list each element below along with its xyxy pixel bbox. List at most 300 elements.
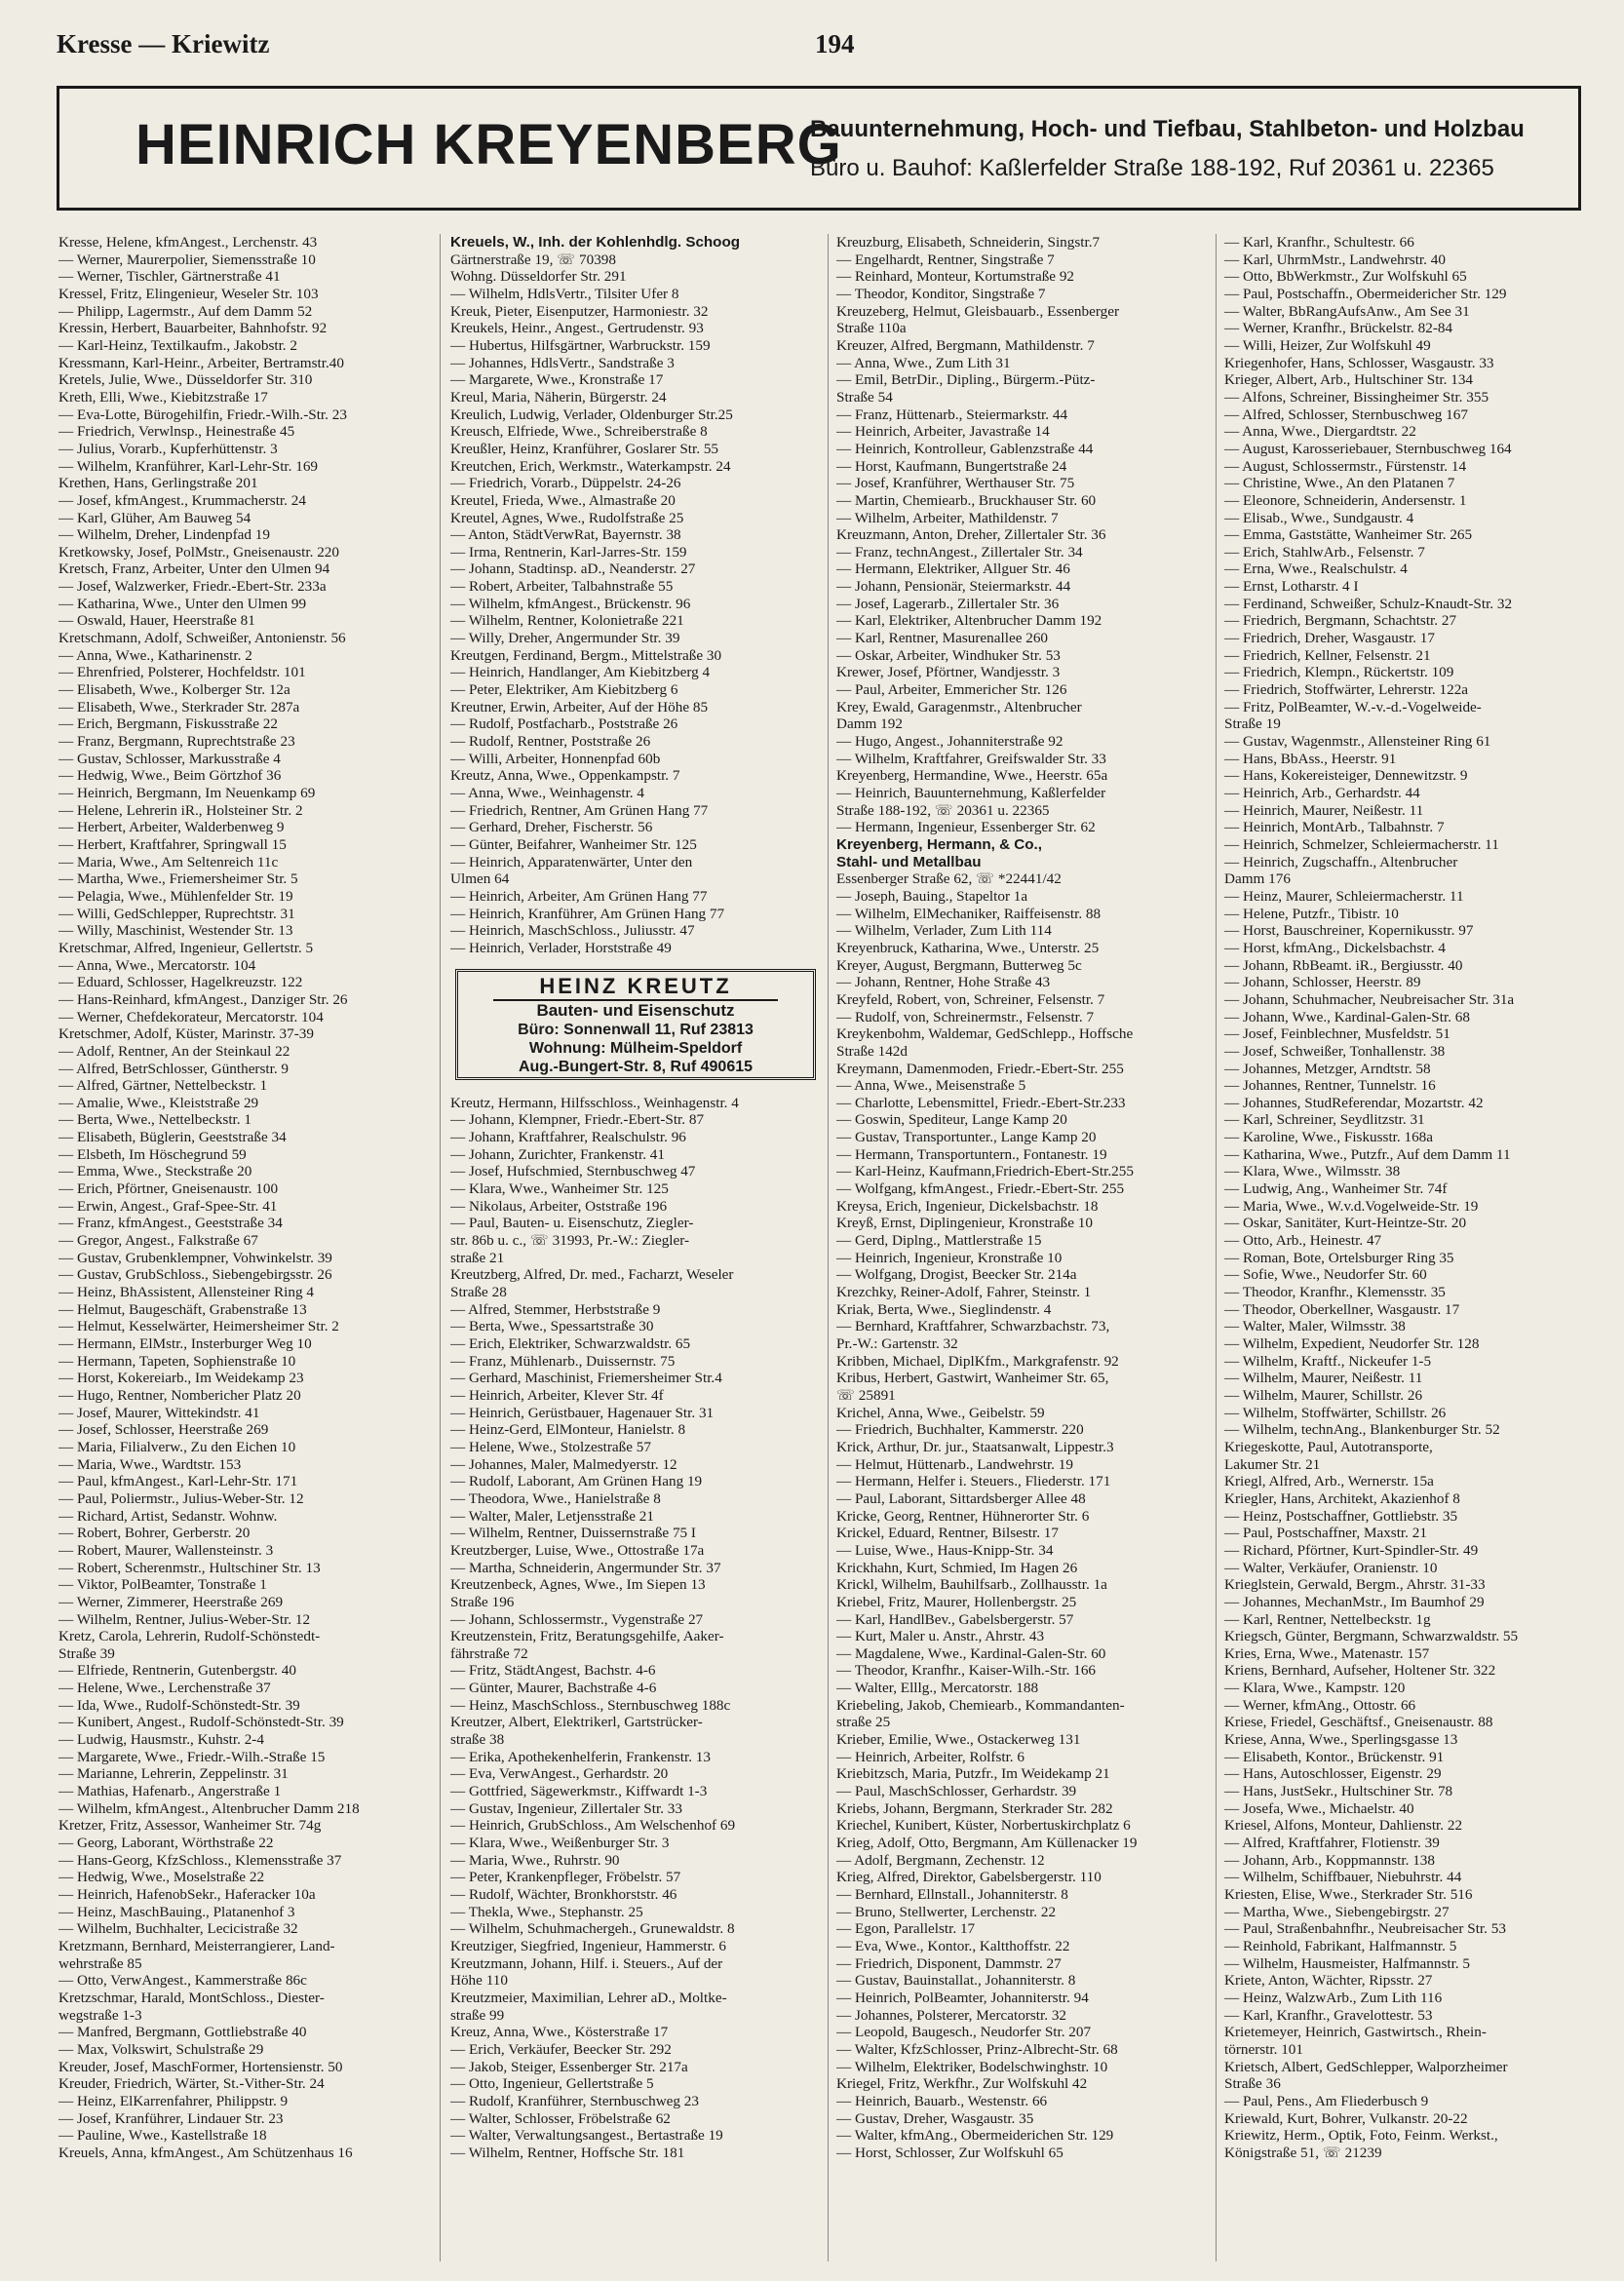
- heinz-kreutz-advertisement: [455, 969, 816, 1080]
- directory-entry: Gärtnerstraße 19, ☏ 70398: [450, 251, 616, 268]
- directory-entry: — Rudolf, Laborant, Am Grünen Hang 19: [450, 1473, 703, 1490]
- directory-entry: Königstraße 51, ☏ 21239: [1224, 2144, 1382, 2161]
- directory-entry: — Wilhelm, ElMechaniker, Raiffeisenstr. 88: [836, 905, 1102, 922]
- directory-entry: — Ida, Wwe., Rudolf-Schönstedt-Str. 39: [58, 1696, 300, 1714]
- column-divider: [828, 234, 829, 2262]
- directory-entry: — Wilhelm, Kraftf., Nickeufer 1-5: [1224, 1352, 1432, 1370]
- advert-residence-address: Aug.-Bungert-Str. 8, Ruf 490615: [518, 1059, 754, 1075]
- directory-entry: — Erich, Verkäufer, Beecker Str. 292: [450, 2040, 672, 2058]
- directory-entry: — Wilhelm, HdlsVertr., Tilsiter Ufer 8: [450, 285, 679, 302]
- directory-entry: — Gerd, Diplng., Mattlerstraße 15: [836, 1232, 1042, 1250]
- directory-entry: — Werner, kfmAng., Ottostr. 66: [1224, 1696, 1416, 1714]
- directory-entry: — Hermann, Tapeten, Sophienstraße 10: [58, 1352, 296, 1370]
- directory-entry: — Hugo, Rentner, Nombericher Platz 20: [58, 1386, 301, 1404]
- directory-entry: — Johann, Rentner, Hohe Straße 43: [836, 974, 1051, 991]
- directory-entry: — Otto, BbWerkmstr., Zur Wolfskuhl 65: [1224, 268, 1467, 286]
- directory-entry: — Heinrich, Ingenieur, Kronstraße 10: [836, 1249, 1063, 1266]
- directory-entry: Kriens, Bernhard, Aufseher, Holtener Str. 322: [1224, 1662, 1496, 1680]
- directory-entry: Kreuzeberg, Helmut, Gleisbauarb., Essenberger: [836, 302, 1120, 320]
- directory-entry: Kriegenhofer, Hans, Schlosser, Wasgaustr. 33: [1224, 354, 1494, 371]
- directory-entry: — Karl-Heinz, Kaufmann,Friedrich-Ebert-Str.255: [836, 1163, 1134, 1180]
- directory-entry: — Karl, Kranfhr., Gravelottestr. 53: [1224, 2006, 1433, 2024]
- directory-entry: — Johann, Schlossermstr., Vygenstraße 27: [450, 1610, 704, 1628]
- directory-entry: — Josef, Schlosser, Heerstraße 269: [58, 1421, 269, 1439]
- directory-entry: — Willy, Maschinist, Westender Str. 13: [58, 922, 293, 940]
- directory-entry: — Otto, VerwAngest., Kammerstraße 86c: [58, 1972, 307, 1990]
- directory-entry: Kreuder, Friedrich, Wärter, St.-Vither-Str. 24: [58, 2075, 325, 2093]
- directory-entry: Kribben, Michael, DiplKfm., Markgrafenstr. 92: [836, 1352, 1119, 1370]
- directory-entry: Kricke, Georg, Rentner, Hühnerorter Str. 6: [836, 1507, 1090, 1525]
- directory-entry: — Gustav, Bauinstallat., Johanniterstr. 8: [836, 1972, 1076, 1990]
- directory-entry: — Eduard, Schlosser, Hagelkreuzstr. 122: [58, 974, 303, 991]
- directory-entry: — Horst, Bauschreiner, Kopernikusstr. 97: [1224, 922, 1474, 940]
- directory-entry: Straße 39: [58, 1644, 115, 1662]
- directory-entry: — Julius, Vorarb., Kupferhüttenstr. 3: [58, 440, 278, 457]
- directory-entry: Ulmen 64: [450, 870, 510, 888]
- directory-entry: — Nikolaus, Arbeiter, Oststraße 196: [450, 1197, 668, 1215]
- directory-entry: — Josef, Feinblechner, Musfeldstr. 51: [1224, 1025, 1450, 1043]
- directory-entry: Krewer, Josef, Pförtner, Wandjesstr. 3: [836, 664, 1061, 681]
- directory-entry: — Josef, kfmAngest., Krummacherstr. 24: [58, 491, 306, 509]
- directory-entry: — Pauline, Wwe., Kastellstraße 18: [58, 2127, 267, 2145]
- directory-entry: Kriegler, Hans, Architekt, Akazienhof 8: [1224, 1489, 1460, 1507]
- directory-entry: — Martin, Chemiearb., Bruckhauser Str. 60: [836, 491, 1097, 509]
- column-divider: [440, 234, 441, 2262]
- directory-entry: — Elisabeth, Büglerin, Geeststraße 34: [58, 1129, 287, 1146]
- directory-entry: — Rudolf, Wächter, Bronkhorststr. 46: [450, 1886, 677, 1903]
- directory-entry: — Josef, Walzwerker, Friedr.-Ebert-Str. 233a: [58, 578, 327, 596]
- directory-entry: — Magdalene, Wwe., Kardinal-Galen-Str. 60: [836, 1644, 1106, 1662]
- advertiser-address: Büro u. Bauhof: Kaßlerfelder Straße 188-192, Ruf 20361 u. 22365: [810, 155, 1494, 181]
- advert-office: Büro: Sonnenwall 11, Ruf 23813: [518, 1022, 754, 1038]
- directory-entry: Kriechel, Kunibert, Küster, Norbertuskirchplatz 6: [836, 1817, 1131, 1835]
- directory-entry: — Heinrich, Arb., Gerhardstr. 44: [1224, 785, 1420, 801]
- directory-entry: — Friedrich, Kellner, Felsenstr. 21: [1224, 646, 1431, 664]
- directory-entry: — Willi, Arbeiter, Honnenpfad 60b: [450, 750, 661, 767]
- directory-entry: — Wilhelm, kfmAngest., Brückenstr. 96: [450, 595, 691, 612]
- directory-entry: — Viktor, PolBeamter, Tonstraße 1: [58, 1576, 267, 1594]
- directory-entry: — Heinrich, Gerüstbauer, Hagenauer Str. 31: [450, 1404, 715, 1421]
- directory-entry: Kreutz, Anna, Wwe., Oppenkampstr. 7: [450, 767, 680, 785]
- directory-entry: Kreutz, Hermann, Hilfsschloss., Weinhagenstr. 4: [450, 1094, 739, 1111]
- directory-entry: — Alfons, Schreiner, Bissingheimer Str. 355: [1224, 388, 1489, 406]
- directory-entry: — Wilhelm, Schiffbauer, Niebuhrstr. 44: [1224, 1869, 1462, 1886]
- directory-entry: — Klara, Wwe., Wilmsstr. 38: [1224, 1163, 1401, 1180]
- directory-entry: Kreul, Maria, Näherin, Bürgerstr. 24: [450, 388, 667, 406]
- directory-entry: — Maria, Wwe., Wardtstr. 153: [58, 1455, 242, 1473]
- directory-entry: — Johann, RbBeamt. iR., Bergiusstr. 40: [1224, 956, 1463, 974]
- directory-entry: — Bernhard, Ellnstall., Johanniterstr. 8: [836, 1886, 1068, 1903]
- directory-entry: Kreutner, Erwin, Arbeiter, Auf der Höhe 85: [450, 698, 709, 715]
- directory-entry: Kreykenbohm, Waldemar, GedSchlepp., Hoffsche: [836, 1025, 1134, 1043]
- directory-entry: — Johann, Schuhmacher, Neubreisacher Str. 31a: [1224, 990, 1515, 1008]
- directory-entry: — Heinz, BhAssistent, Allensteiner Ring 4: [58, 1284, 314, 1301]
- directory-entry: — Paul, MaschSchlosser, Gerhardstr. 39: [836, 1783, 1077, 1800]
- directory-entry: — Walter, BbRangAufsAnw., Am See 31: [1224, 302, 1470, 320]
- directory-entry: — Gottfried, Sägewerkmstr., Kiffwardt 1-3: [450, 1783, 708, 1800]
- directory-entry: — Philipp, Lagermstr., Auf dem Damm 52: [58, 302, 313, 320]
- directory-entry: — Irma, Rentnerin, Karl-Jarres-Str. 159: [450, 543, 687, 561]
- directory-entry: — Johannes, HdlsVertr., Sandstraße 3: [450, 354, 675, 371]
- directory-entry: — Johann, Stadtinsp. aD., Neanderstr. 27: [450, 561, 696, 578]
- directory-entry: fährstraße 72: [450, 1644, 528, 1662]
- directory-entry: — Johann, Zurichter, Frankenstr. 41: [450, 1145, 665, 1163]
- directory-entry: Kriak, Berta, Wwe., Sieglindenstr. 4: [836, 1300, 1052, 1318]
- directory-entry: — Wilhelm, Arbeiter, Mathildenstr. 7: [836, 509, 1059, 526]
- directory-entry: Essenberger Straße 62, ☏ *22441/42: [836, 870, 1062, 888]
- directory-entry: — Richard, Pförtner, Kurt-Spindler-Str. 49: [1224, 1541, 1479, 1559]
- directory-entry: — Rudolf, Postfacharb., Poststraße 26: [450, 715, 678, 733]
- directory-entry: Kretschmer, Adolf, Küster, Marinstr. 37-39: [58, 1025, 314, 1043]
- directory-entry: Kreth, Elli, Wwe., Kiebitzstraße 17: [58, 388, 268, 406]
- directory-entry: — Wilhelm, Kraftfahrer, Greifswalder Str. 33: [836, 750, 1106, 767]
- directory-entry: Kreutel, Agnes, Wwe., Rudolfstraße 25: [450, 509, 684, 526]
- directory-entry: — Alfred, Stemmer, Herbststraße 9: [450, 1300, 661, 1318]
- directory-entry: — Wilhelm, Maurer, Neißestr. 11: [1224, 1370, 1423, 1387]
- directory-entry: — Josef, Schweißer, Tonhallenstr. 38: [1224, 1042, 1446, 1060]
- directory-entry: Höhe 110: [450, 1972, 508, 1990]
- directory-entry: — Eva-Lotte, Bürogehilfin, Friedr.-Wilh.-Str. 23: [58, 406, 347, 423]
- directory-entry: — Robert, Arbeiter, Talbahnstraße 55: [450, 578, 674, 596]
- directory-entry: — Hans-Reinhard, kfmAngest., Danziger Str. 26: [58, 990, 348, 1008]
- directory-entry: Kreyfeld, Robert, von, Schreiner, Felsenstr. 7: [836, 990, 1105, 1008]
- directory-entry: — Heinz, Postschaffner, Gottliebstr. 35: [1224, 1507, 1458, 1525]
- directory-entry: — Kurt, Maler u. Anstr., Ahrstr. 43: [836, 1628, 1045, 1645]
- directory-entry: Kreutzer, Albert, Elektrikerl, Gartstrücker-: [450, 1714, 703, 1731]
- directory-entry: Kreutzenstein, Fritz, Beratungsgehilfe, Aaker-: [450, 1628, 724, 1645]
- directory-entry: — Hans, BbAss., Heerstr. 91: [1224, 750, 1397, 767]
- directory-entry: Straße 54: [836, 388, 893, 406]
- directory-entry: Kriese, Anna, Wwe., Sperlingsgasse 13: [1224, 1731, 1458, 1749]
- directory-entry: — Sofie, Wwe., Neudorfer Str. 60: [1224, 1266, 1427, 1284]
- directory-entry: Krieger, Albert, Arb., Hultschiner Str. 134: [1224, 371, 1474, 389]
- directory-entry: wegstraße 1-3: [58, 2006, 142, 2024]
- directory-entry: — Wilhelm, Stoffwärter, Schillstr. 26: [1224, 1404, 1447, 1421]
- directory-entry: — Werner, Maurerpolier, Siemensstraße 10: [58, 251, 316, 268]
- directory-entry: — Eleonore, Schneiderin, Andersenstr. 1: [1224, 491, 1467, 509]
- directory-entry: — Erich, Bergmann, Fiskusstraße 22: [58, 715, 278, 733]
- directory-entry: — Willy, Dreher, Angermunder Str. 39: [450, 630, 680, 647]
- directory-entry: — Wilhelm, Verlader, Zum Lith 114: [836, 922, 1052, 940]
- directory-entry: — Emma, Gaststätte, Wanheimer Str. 265: [1224, 526, 1473, 544]
- directory-entry: — Alfred, Schlosser, Sternbuschweg 167: [1224, 406, 1468, 423]
- directory-entry: — Wilhelm, technAng., Blankenburger Str. 52: [1224, 1421, 1500, 1439]
- directory-entry: — Hedwig, Wwe., Beim Görtzhof 36: [58, 767, 282, 785]
- directory-entry: — Luise, Wwe., Haus-Knipp-Str. 34: [836, 1541, 1054, 1559]
- directory-entry: Kreyenberg, Hermann, & Co.,: [836, 835, 1042, 853]
- page-number: 194: [815, 29, 855, 58]
- directory-entry: — Heinrich, Arbeiter, Am Grünen Hang 77: [450, 887, 708, 905]
- directory-entry: — Wilhelm, Buchhalter, Lecicistraße 32: [58, 1920, 298, 1938]
- directory-entry: Straße 28: [450, 1284, 507, 1301]
- directory-entry: — Gerhard, Dreher, Fischerstr. 56: [450, 819, 653, 836]
- directory-entry: Kreutziger, Siegfried, Ingenieur, Hammerstr. 6: [450, 1937, 727, 1954]
- directory-entry: — Emma, Wwe., Steckstraße 20: [58, 1163, 252, 1180]
- directory-entry: — Oswald, Hauer, Heerstraße 81: [58, 612, 255, 630]
- directory-entry: — Gustav, GrubSchloss., Siebengebirgsstr. 26: [58, 1266, 332, 1284]
- directory-entry: — Elisabeth, Wwe., Sterkrader Str. 287a: [58, 698, 300, 715]
- directory-entry: Kreyenberg, Hermandine, Wwe., Heerstr. 65a: [836, 767, 1108, 785]
- directory-entry: — Günter, Beifahrer, Wanheimer Str. 125: [450, 835, 697, 853]
- directory-entry: Krey, Ewald, Garagenmstr., Altenbrucher: [836, 698, 1082, 715]
- directory-entry: — Heinz, Maurer, Schleiermacherstr. 11: [1224, 887, 1464, 905]
- directory-entry: — Pelagia, Wwe., Mühlenfelder Str. 19: [58, 887, 293, 905]
- directory-entry: — Gustav, Dreher, Wasgaustr. 35: [836, 2109, 1034, 2127]
- directory-entry: — Max, Volkswirt, Schulstraße 29: [58, 2040, 264, 2058]
- directory-entry: — Theodor, Kranfhr., Klemensstr. 35: [1224, 1284, 1446, 1301]
- directory-entry: — Ernst, Lotharstr. 4 I: [1224, 578, 1359, 596]
- directory-entry: — Wilhelm, Hausmeister, Halfmannstr. 5: [1224, 1954, 1471, 1972]
- top-advertisement: [57, 86, 1581, 211]
- directory-entry: — Werner, Kranfhr., Brückelstr. 82-84: [1224, 320, 1453, 337]
- directory-entry: — Peter, Elektriker, Am Kiebitzberg 6: [450, 681, 678, 699]
- directory-entry: — Thekla, Wwe., Stephanstr. 25: [450, 1903, 643, 1920]
- directory-entry: — Helmut, Hüttenarb., Landwehrstr. 19: [836, 1455, 1073, 1473]
- directory-entry: — Hedwig, Wwe., Moselstraße 22: [58, 1869, 265, 1886]
- advert-title: HEINZ KREUTZ: [493, 974, 778, 1001]
- directory-entry: Kreußler, Heinz, Kranführer, Goslarer Str. 55: [450, 440, 719, 457]
- directory-column-2: [450, 234, 840, 2262]
- directory-entry: — Anna, Wwe., Zum Lith 31: [836, 354, 1011, 371]
- directory-entry: — Friedrich, Klempn., Rückertstr. 109: [1224, 664, 1454, 681]
- directory-entry: — Alfred, Kraftfahrer, Flotienstr. 39: [1224, 1835, 1440, 1852]
- directory-entry: — Wolfgang, kfmAngest., Friedr.-Ebert-Str. 255: [836, 1180, 1125, 1198]
- directory-entry: Straße 110a: [836, 320, 907, 337]
- directory-entry: — Paul, Poliermstr., Julius-Weber-Str. 12: [58, 1489, 304, 1507]
- directory-entry: Kreutzberg, Alfred, Dr. med., Facharzt, Weseler: [450, 1266, 734, 1284]
- directory-entry: — Mathias, Hafenarb., Angerstraße 1: [58, 1783, 282, 1800]
- directory-entry: — Heinrich, Maurer, Neißestr. 11: [1224, 801, 1424, 819]
- directory-entry: — Anna, Wwe., Meisenstraße 5: [836, 1077, 1026, 1095]
- directory-entry: — Egon, Parallelstr. 17: [836, 1920, 976, 1938]
- directory-entry: — Leopold, Baugesch., Neudorfer Str. 207: [836, 2024, 1092, 2041]
- directory-entry: Kreutgen, Ferdinand, Bergm., Mittelstraße 30: [450, 646, 722, 664]
- directory-entry: — Paul, Postschaffn., Obermeidericher Str. 129: [1224, 285, 1507, 302]
- directory-entry: — Oskar, Arbeiter, Windhuker Str. 53: [836, 646, 1061, 664]
- directory-entry: Kreutel, Frieda, Wwe., Almastraße 20: [450, 491, 676, 509]
- directory-entry: Kreuels, Anna, kfmAngest., Am Schützenhaus 16: [58, 2144, 353, 2161]
- directory-entry: — Hermann, Helfer i. Steuers., Fliederstr. 171: [836, 1473, 1111, 1490]
- directory-entry: — Alfred, BetrSchlosser, Güntherstr. 9: [58, 1060, 290, 1077]
- directory-entry: — Alfred, Gärtner, Nettelbeckstr. 1: [58, 1077, 268, 1095]
- directory-entry: — Paul, Laborant, Sittardsberger Allee 48: [836, 1489, 1086, 1507]
- directory-entry: — Helmut, Kesselwärter, Heimersheimer Str. 2: [58, 1318, 339, 1335]
- running-head: Kresse — Kriewitz: [57, 29, 270, 58]
- directory-entry: Kreutchen, Erich, Werkmstr., Waterkampstr. 24: [450, 457, 731, 475]
- directory-entry: Krethen, Hans, Gerlingstraße 201: [58, 475, 258, 492]
- directory-entry: — Heinrich, GrubSchloss., Am Welschenhof 69: [450, 1817, 736, 1835]
- directory-entry: — Walter, Schlosser, Fröbelstraße 62: [450, 2109, 671, 2127]
- directory-entry: — Rudolf, Rentner, Poststraße 26: [450, 733, 651, 751]
- directory-entry: — Katharina, Wwe., Unter den Ulmen 99: [58, 595, 307, 612]
- directory-entry: Kreysa, Erich, Ingenieur, Dickelsbachstr. 18: [836, 1197, 1099, 1215]
- directory-entry: Kriebel, Fritz, Maurer, Hollenbergstr. 25: [836, 1593, 1077, 1610]
- directory-entry: — Heinrich, Bauarb., Westenstr. 66: [836, 2092, 1048, 2109]
- directory-entry: — Helene, Putzfr., Tibistr. 10: [1224, 905, 1399, 922]
- directory-entry: Kriebeling, Jakob, Chemiearb., Kommandanten-: [836, 1696, 1125, 1714]
- directory-entry: — August, Karosseriebauer, Sternbuschweg 164: [1224, 440, 1512, 457]
- directory-entry: — Heinz-Gerd, ElMonteur, Hanielstr. 8: [450, 1421, 686, 1439]
- directory-entry: — Karl, Glüher, Am Bauweg 54: [58, 509, 251, 526]
- directory-entry: Kriegel, Fritz, Werkfhr., Zur Wolfskuhl 42: [836, 2075, 1088, 2093]
- advertiser-name: HEINRICH KREYENBERG: [135, 113, 842, 176]
- directory-entry: Kretzmann, Bernhard, Meisterrangierer, Land-: [58, 1937, 335, 1954]
- directory-entry: — Helmut, Baugeschäft, Grabenstraße 13: [58, 1300, 307, 1318]
- directory-entry: Kretels, Julie, Wwe., Düsseldorfer Str. 310: [58, 371, 313, 389]
- directory-entry: Kreuder, Josef, MaschFormer, Hortensienstr. 50: [58, 2058, 343, 2075]
- directory-entry: — Hans, Autoschlosser, Eigenstr. 29: [1224, 1765, 1442, 1783]
- directory-entry: — Johannes, StudReferendar, Mozartstr. 42: [1224, 1094, 1484, 1111]
- directory-entry: — Wilhelm, Dreher, Lindenpfad 19: [58, 526, 270, 544]
- advert-residence: Wohnung: Mülheim-Speldorf: [528, 1040, 743, 1057]
- directory-entry: — Anna, Wwe., Mercatorstr. 104: [58, 956, 256, 974]
- directory-entry: — Wilhelm, Rentner, Duissernstraße 75 I: [450, 1525, 696, 1542]
- directory-entry: Kriesel, Alfons, Monteur, Dahlienstr. 22: [1224, 1817, 1463, 1835]
- directory-entry: — Friedrich, Vorarb., Düppelstr. 24-26: [450, 475, 681, 492]
- directory-entry: — Rudolf, Kranführer, Sternbuschweg 23: [450, 2092, 699, 2109]
- directory-entry: — Goswin, Spediteur, Lange Kamp 20: [836, 1111, 1067, 1129]
- directory-entry: — Walter, Verkäufer, Oranienstr. 10: [1224, 1559, 1438, 1576]
- directory-entry: — Paul, Bauten- u. Eisenschutz, Ziegler-: [450, 1215, 694, 1232]
- directory-entry: — Paul, kfmAngest., Karl-Lehr-Str. 171: [58, 1473, 298, 1490]
- directory-entry: — Engelhardt, Rentner, Singstraße 7: [836, 251, 1055, 268]
- directory-entry: — Erwin, Angest., Graf-Spee-Str. 41: [58, 1197, 278, 1215]
- directory-entry: — Josefa, Wwe., Michaelstr. 40: [1224, 1799, 1414, 1817]
- directory-entry: — Erna, Wwe., Realschulstr. 4: [1224, 561, 1408, 578]
- directory-entry: — Ludwig, Ang., Wanheimer Str. 74f: [1224, 1180, 1448, 1198]
- directory-entry: — Hans, JustSekr., Hultschiner Str. 78: [1224, 1783, 1453, 1800]
- directory-entry: — Walter, Maler, Wilmsstr. 38: [1224, 1318, 1406, 1335]
- directory-entry: — Karl, UhrmMstr., Landwehrstr. 40: [1224, 251, 1446, 268]
- directory-entry: — Marianne, Lehrerin, Zeppelinstr. 31: [58, 1765, 289, 1783]
- advert-subtitle: Bauten- und Eisenschutz: [536, 1001, 735, 1020]
- directory-entry: Krezchky, Reiner-Adolf, Fahrer, Steinstr. 1: [836, 1284, 1092, 1301]
- directory-entry: — Gustav, Transportunter., Lange Kamp 20: [836, 1129, 1097, 1146]
- directory-entry: — Johann, Kraftfahrer, Realschulstr. 96: [450, 1129, 686, 1146]
- directory-entry: — Margarete, Wwe., Kronstraße 17: [450, 371, 664, 389]
- directory-entry: — Maria, Filialverw., Zu den Eichen 10: [58, 1438, 296, 1455]
- directory-entry: — Heinrich, Arbeiter, Klever Str. 4f: [450, 1386, 664, 1404]
- directory-entry: — Paul, Pens., Am Fliederbusch 9: [1224, 2092, 1429, 2109]
- directory-entry: — Werner, Tischler, Gärtnerstraße 41: [58, 268, 281, 286]
- directory-entry: — Heinrich, Arbeiter, Rolfstr. 6: [836, 1748, 1025, 1765]
- directory-entry: — Martha, Schneiderin, Angermunder Str. 37: [450, 1559, 721, 1576]
- advertiser-services: Bauunternehmung, Hoch- und Tiefbau, Stahlbeton- und Holzbau: [810, 116, 1525, 142]
- directory-entry: — Karl-Heinz, Textilkaufm., Jakobstr. 2: [58, 336, 297, 354]
- directory-entry: — Johann, Klempner, Friedr.-Ebert-Str. 87: [450, 1111, 705, 1129]
- directory-entry: — Franz, technAngest., Zillertaler Str. 34: [836, 543, 1083, 561]
- directory-entry: — Gustav, Grubenklempner, Vohwinkelstr. 39: [58, 1249, 332, 1266]
- directory-entry: — Johann, Arb., Koppmannstr. 138: [1224, 1851, 1435, 1869]
- directory-entry: — Wilhelm, Rentner, Hoffsche Str. 181: [450, 2144, 685, 2161]
- directory-entry: Kretzschmar, Harald, MontSchloss., Diester-: [58, 1989, 325, 2006]
- directory-entry: — Reinhold, Fabrikant, Halfmannstr. 5: [1224, 1937, 1457, 1954]
- directory-entry: — Horst, Schlosser, Zur Wolfskuhl 65: [836, 2144, 1063, 2161]
- directory-entry: — Eva, Wwe., Kontor., Kaltthoffstr. 22: [836, 1937, 1070, 1954]
- directory-entry: — Heinz, MaschBauing., Platanenhof 3: [58, 1903, 295, 1920]
- directory-entry: — Walter, Verwaltungsangest., Bertastraße 19: [450, 2127, 723, 2145]
- directory-entry: — Richard, Artist, Sedanstr. Wohnw.: [58, 1507, 278, 1525]
- directory-entry: Kriete, Anton, Wächter, Ripsstr. 27: [1224, 1972, 1433, 1990]
- directory-entry: Straße 196: [450, 1593, 515, 1610]
- directory-entry: Kretschmar, Alfred, Ingenieur, Gellertstr. 5: [58, 939, 314, 956]
- directory-entry: — Charlotte, Lebensmittel, Friedr.-Ebert-Str.233: [836, 1094, 1126, 1111]
- directory-entry: — Wilhelm, kfmAngest., Altenbrucher Damm 218: [58, 1799, 360, 1817]
- directory-entry: — Erika, Apothekenhelferin, Frankenstr. 13: [450, 1748, 711, 1765]
- directory-entry: Kreuels, W., Inh. der Kohlenhdlg. Schoog: [450, 234, 741, 251]
- directory-entry: Krieg, Alfred, Direktor, Gabelsbergerstr. 110: [836, 1869, 1102, 1886]
- directory-entry: — Wilhelm, Kranführer, Karl-Lehr-Str. 169: [58, 457, 319, 475]
- directory-entry: Kriebs, Johann, Bergmann, Sterkrader Str. 282: [836, 1799, 1113, 1817]
- directory-entry: — Georg, Laborant, Wörthstraße 22: [58, 1835, 274, 1852]
- directory-entry: — Heinrich, MontArb., Talbahnstr. 7: [1224, 819, 1445, 836]
- directory-entry: Krickel, Eduard, Rentner, Bilsestr. 17: [836, 1525, 1059, 1542]
- directory-entry: Kreusch, Elfriede, Wwe., Schreiberstraße 8: [450, 423, 708, 441]
- directory-entry: — Ehrenfried, Polsterer, Hochfeldstr. 101: [58, 664, 306, 681]
- directory-entry: Wohng. Düsseldorfer Str. 291: [450, 268, 627, 286]
- directory-entry: Straße 188-192, ☏ 20361 u. 22365: [836, 801, 1050, 819]
- directory-entry: Kribus, Herbert, Gastwirt, Wanheimer Str. 65,: [836, 1370, 1109, 1387]
- directory-entry: — Walter, Maler, Letjensstraße 21: [450, 1507, 654, 1525]
- directory-entry: — Fritz, PolBeamter, W.-v.-d.-Vogelweide-: [1224, 698, 1482, 715]
- directory-entry: — Eva, VerwAngest., Gerhardstr. 20: [450, 1765, 669, 1783]
- directory-entry: — Emil, BetrDir., Dipling., Bürgerm.-Pütz-: [836, 371, 1096, 389]
- directory-entry: — Martha, Wwe., Siebengebirgstr. 27: [1224, 1903, 1450, 1920]
- directory-entry: — Robert, Scherenmstr., Hultschiner Str. 13: [58, 1559, 321, 1576]
- directory-entry: Krietsch, Albert, GedSchlepper, Walporzheimer: [1224, 2058, 1508, 2075]
- directory-entry: — Anna, Wwe., Katharinenstr. 2: [58, 646, 252, 664]
- directory-entry: — Anna, Wwe., Weinhagenstr. 4: [450, 785, 644, 801]
- directory-entry: straße 99: [450, 2006, 505, 2024]
- directory-entry: — Hans, Kokereisteiger, Dennewitzstr. 9: [1224, 767, 1468, 785]
- directory-entry: — Günter, Maurer, Bachstraße 4-6: [450, 1680, 657, 1697]
- directory-entry: — Friedrich, Bergmann, Schachtstr. 27: [1224, 612, 1457, 630]
- directory-entry: — Gustav, Wagenmstr., Allensteiner Ring 61: [1224, 733, 1491, 751]
- directory-entry: — Gerhard, Maschinist, Friemersheimer Str.4: [450, 1370, 722, 1387]
- directory-entry: Kretzer, Fritz, Assessor, Wanheimer Str. 74g: [58, 1817, 322, 1835]
- directory-entry: Kreulich, Ludwig, Verlader, Oldenburger Str.25: [450, 406, 733, 423]
- directory-entry: — Friedrich, Disponent, Dammstr. 27: [836, 1954, 1062, 1972]
- directory-entry: — Jakob, Steiger, Essenberger Str. 217a: [450, 2058, 688, 2075]
- directory-entry: — Erich, Elektriker, Schwarzwaldstr. 65: [450, 1335, 691, 1352]
- directory-entry: — Paul, Postschaffner, Maxstr. 21: [1224, 1525, 1427, 1542]
- directory-column-1: [58, 234, 448, 2262]
- directory-entry: Krieglstein, Gerwald, Bergm., Ahrstr. 31-33: [1224, 1576, 1486, 1594]
- directory-entry: — Wilhelm, Expedient, Neudorfer Str. 128: [1224, 1335, 1480, 1352]
- directory-entry: Damm 176: [1224, 870, 1291, 888]
- directory-entry: Krickl, Wilhelm, Bauhilfsarb., Zollhausstr. 1a: [836, 1576, 1107, 1594]
- page-header: [57, 29, 1587, 64]
- directory-entry: — Martha, Wwe., Friemersheimer Str. 5: [58, 870, 298, 888]
- directory-entry: Kretkowsky, Josef, PolMstr., Gneisenaustr. 220: [58, 543, 339, 561]
- directory-entry: Kries, Erna, Wwe., Matenastr. 157: [1224, 1644, 1430, 1662]
- directory-entry: — Heinz, ElKarrenfahrer, Philippstr. 9: [58, 2092, 289, 2109]
- directory-entry: — Johannes, Rentner, Tunnelstr. 16: [1224, 1077, 1436, 1095]
- directory-entry: Kretsch, Franz, Arbeiter, Unter den Ulmen 94: [58, 561, 330, 578]
- directory-entry: — Rudolf, von, Schreinermstr., Felsenstr. 7: [836, 1008, 1095, 1025]
- directory-entry: Kriegeskotte, Paul, Autotransporte,: [1224, 1438, 1433, 1455]
- directory-entry: Kreuzburg, Elisabeth, Schneiderin, Singstr.7: [836, 234, 1101, 251]
- column-divider: [1216, 234, 1217, 2262]
- directory-entry: — Theodor, Konditor, Singstraße 7: [836, 285, 1046, 302]
- directory-entry: Kreyer, August, Bergmann, Butterweg 5c: [836, 956, 1082, 974]
- directory-entry: — Gustav, Ingenieur, Zillertaler Str. 33: [450, 1799, 682, 1817]
- directory-entry: — Paul, Straßenbahnfhr., Neubreisacher Str. 53: [1224, 1920, 1506, 1938]
- directory-entry: — Maria, Wwe., Am Seltenreich 11c: [58, 853, 279, 870]
- directory-entry: — Anna, Wwe., Diergardtstr. 22: [1224, 423, 1416, 441]
- directory-entry: — Heinrich, PolBeamter, Johanniterstr. 94: [836, 1989, 1089, 2006]
- directory-entry: — Hermann, ElMstr., Insterburger Weg 10: [58, 1335, 312, 1352]
